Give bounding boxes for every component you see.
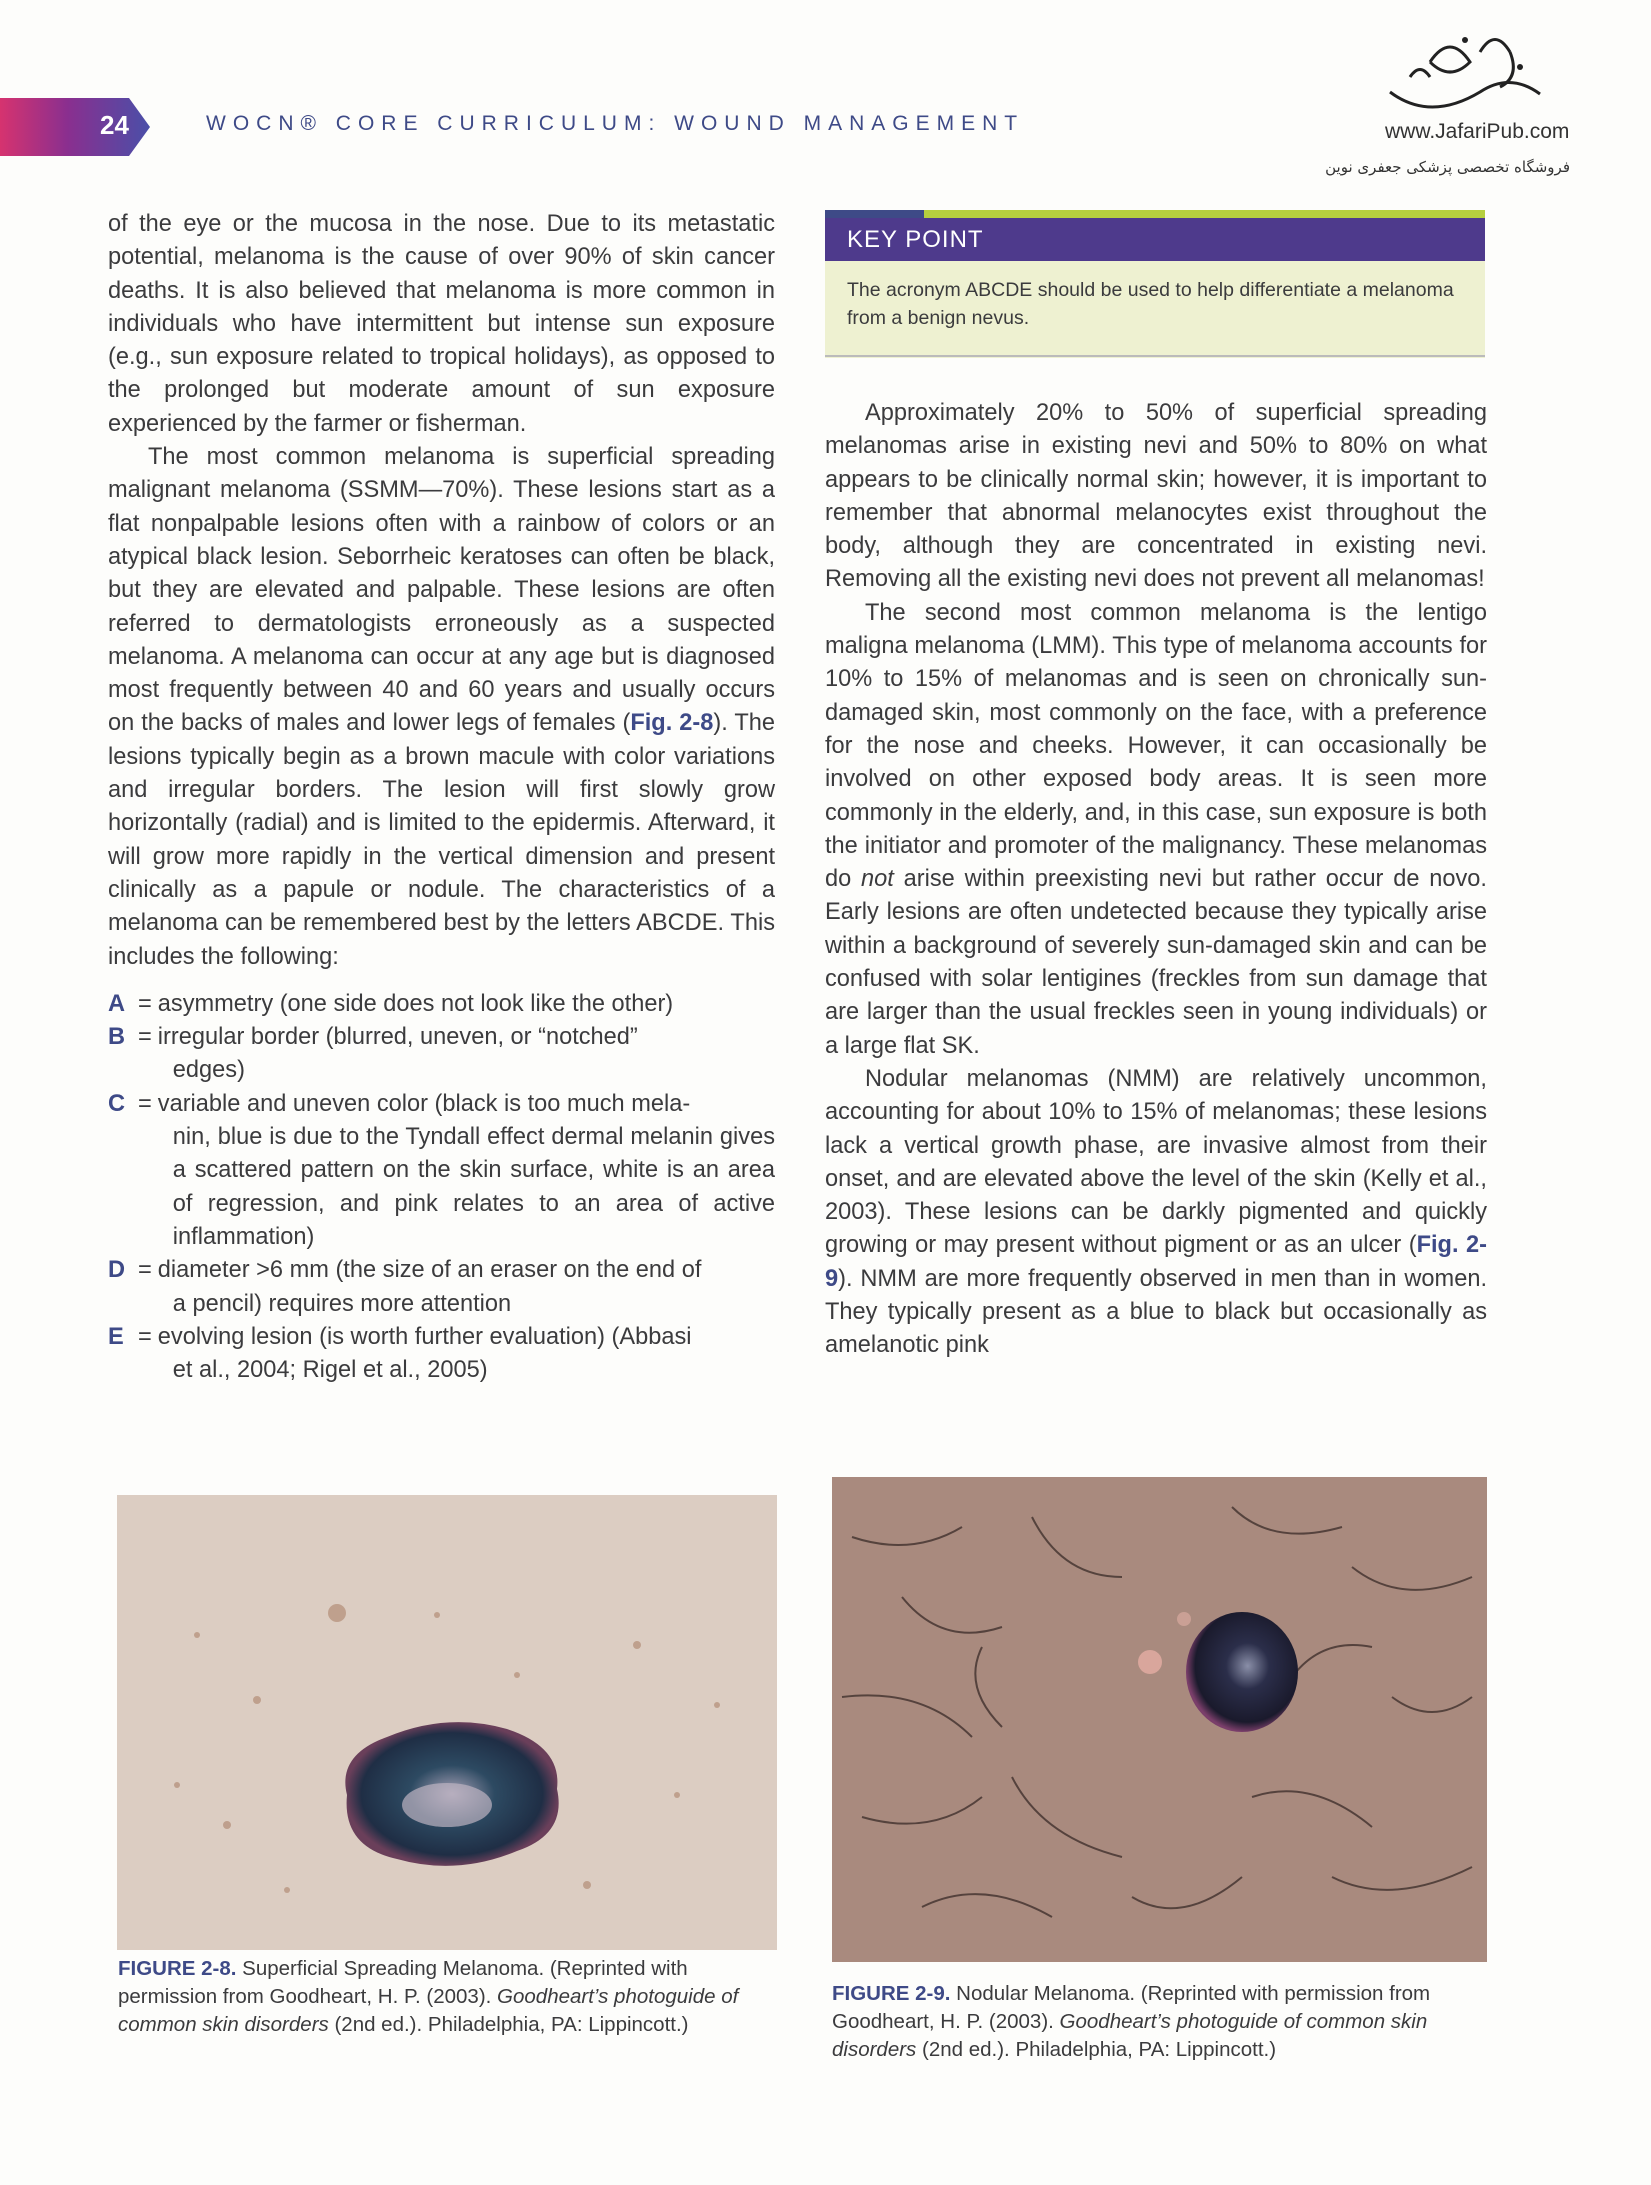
paragraph: Approximately 20% to 50% of superficial spreading melanomas arise in existing nevi and 50% to 80% on what appears to be clinically normal skin; however, it is important to remember that abnormal melanocytes exist throughout the body, although they are concentrated in existing nevi. Removing all the existing nevi does not prevent all melanomas! [825,400,1487,593]
logo-url: www.JafariPub.com [1385,120,1570,143]
figure-reference[interactable]: Fig. 2-9 [825,1232,1487,1292]
paragraph: The second most common melanoma is the lentigo maligna melanoma (LMM). This type of melanoma accounts for 10% to 15% of melanomas and is seen on chronically sun-damaged skin, most commonly on the face, with a preference for the nose and cheeks. However, it can occasionally be involved on other exposed body areas. It is seen more commonly in the elderly, and, in this case, sun exposure is both the initiator and promoter of the malignancy. These melanomas do not arise within preexisting nevi but rather occur de novo. Early lesions are often undetected because they typically arise within a background of severely sun-damaged skin and can be confused with solar lentigines (freckles from sun damage that are larger than the usual freckles seen in young individuals) or a large flat SK. [825,599,1487,1059]
abcde-list [108,988,775,1388]
figure-2-9-caption: FIGURE 2-9. Nodular Melanoma. (Reprinted with permission from Goodheart, H. P. (2003). Goodheart’s photoguide of common skin disorders (2nd ed.). Philadelphia, PA: Lippincott.) [832,1982,1431,2061]
paragraph: Nodular melanomas (NMM) are relatively uncommon, accounting for about 10% to 15% of melanomas; these lesions lack a vertical growth phase, are invasive almost from their onset, and are elevated above the level of the skin (Kelly et al., 2003). These lesions can be darkly pigmented and quickly growing or may present without pigment or as an ulcer (Fig. 2-9). NMM are more frequently observed in men than in women. They typically present as a blue to black but occasionally as amelanotic pink [825,1065,1487,1359]
paragraph: of the eye or the mucosa in the nose. Due to its metastatic potential, melanoma is the cause of over 90% of skin cancer deaths. It is also believed that melanoma is more common in individuals who have intermittent but intense sun exposure (e.g., sun exposure related to tropical holidays), as opposed to the prolonged but moderate amount of sun exposure experienced by the farmer or fisherman. [108,211,775,437]
figure-2-8-photo [117,1495,777,1950]
page-number: 24 [100,110,129,140]
list-item: B = irregular border (blurred, uneven, or “notched” edges) [108,1024,638,1084]
key-point-title: KEY POINT [825,218,1485,261]
figure-reference[interactable]: Fig. 2-8 [630,710,714,737]
figure-label: FIGURE 2-9. [832,1982,951,2005]
running-head: WOCN® CORE CURRICULUM: WOUND MANAGEMENT [206,112,1025,135]
right-column [825,397,1487,1363]
figure-2-9-photo [832,1477,1487,1962]
left-column [108,208,775,1387]
key-point-text: The acronym ABCDE should be used to help differentiate a melanoma from a benign nevus. [847,279,1454,329]
list-item: E = evolving lesion (is worth further evaluation) (Abbasi et al., 2004; Rigel et al., 2005) [108,1323,692,1384]
logo-tagline: فروشگاه تخصصی پزشکی جعفری نوین [1325,158,1570,176]
paragraph: The most common melanoma is superficial spreading malignant melanoma (SSMM—70%). These lesions start as a flat nonpalpable lesions often with a rainbow of colors or an atypical black lesion. Seborrheic keratoses can often be black, but they are elevated and palpable. These lesions are often referred to dermatologists erroneously as a suspected melanoma. A melanoma can occur at any age but is diagnosed most frequently between 40 and 60 years and usually occurs on the backs of males and lower legs of females (Fig. 2-8). The lesions typically begin as a brown macule with color variations and irregular borders. The lesion will first slowly grow horizontally (radial) and is limited to the epidermis. Afterward, it will grow more rapidly in the vertical dimension and present clinically as a papule or nodule. The characteristics of a melanoma can be remembered best by the letters ABCDE. This includes the following: [108,444,776,970]
list-item: C = variable and uneven color (black is too much mela- nin, blue is due to the Tyndall effect dermal melanin gives a scattered pattern on the skin surface, white is an area of regression, and pink relates to an area of active inflammation) [108,1090,775,1250]
publisher-logo [1370,22,1570,122]
list-item: D = diameter >6 mm (the size of an eraser on the end of a pencil) requires more attention [108,1257,702,1317]
figure-2-8-caption: FIGURE 2-8. Superficial Spreading Melanoma. (Reprinted with permission from Goodheart, H. P. (2003). Goodheart’s photoguide of common skin disorders (2nd ed.). Philadelphia, PA: Lippincott.) [118,1957,739,2036]
list-item: A = asymmetry (one side does not look like the other) [108,990,674,1017]
figure-label: FIGURE 2-8. [118,1957,237,1980]
key-point-box [825,210,1485,358]
key-point-bar [825,210,1485,218]
divider [825,355,1485,357]
